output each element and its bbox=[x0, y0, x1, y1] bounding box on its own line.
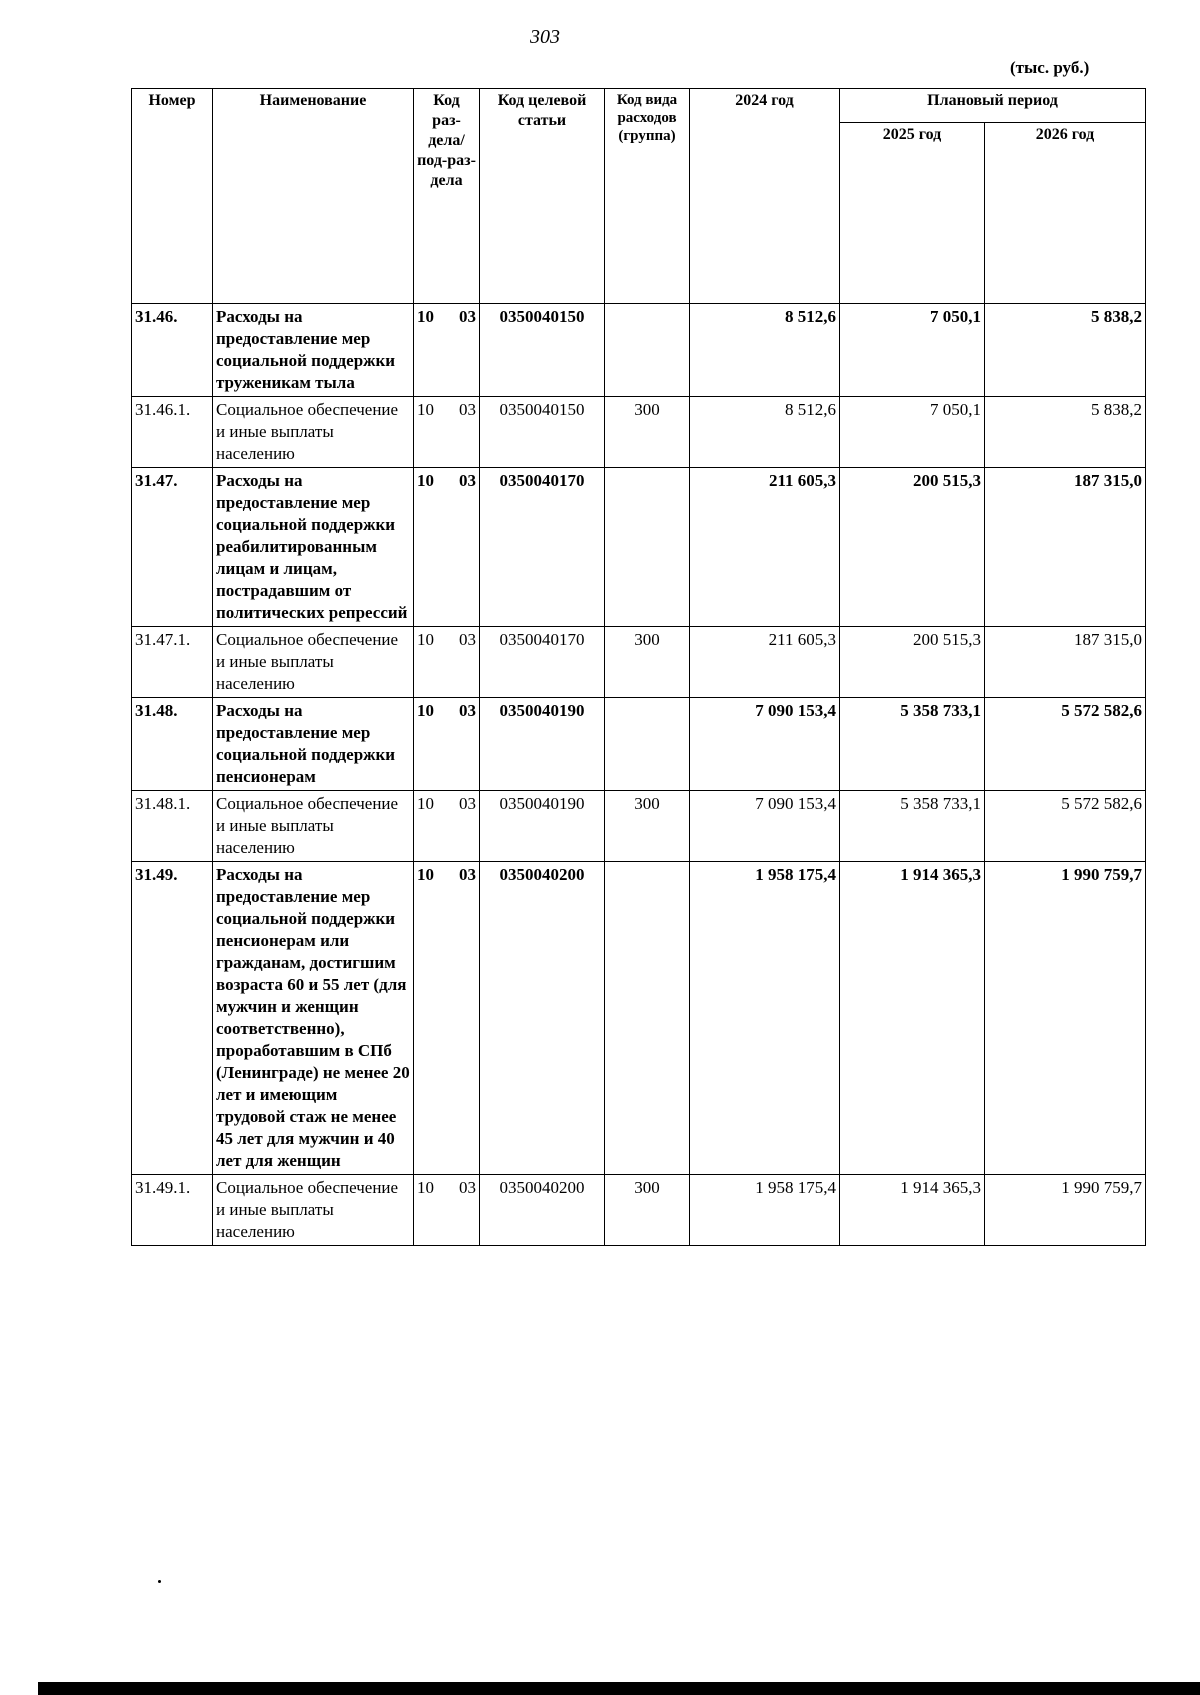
table-row bbox=[132, 468, 1146, 627]
row-subsection: 03 bbox=[459, 701, 476, 720]
row-value-2024: 1 958 175,4 bbox=[690, 862, 840, 1175]
row-section-code bbox=[414, 791, 480, 862]
page-number: 303 bbox=[530, 26, 560, 48]
row-section: 10 bbox=[417, 307, 434, 326]
scan-dot bbox=[158, 1580, 161, 1583]
row-section: 10 bbox=[417, 1178, 434, 1197]
header-year-2024: 2024 год bbox=[690, 89, 840, 304]
row-value-2025: 5 358 733,1 bbox=[840, 791, 985, 862]
row-number: 31.48. bbox=[132, 698, 213, 791]
header-planned-period: Плановый период bbox=[840, 89, 1146, 123]
row-value-2026: 5 572 582,6 bbox=[985, 698, 1146, 791]
row-value-2026: 187 315,0 bbox=[985, 627, 1146, 698]
row-expense-type: 300 bbox=[605, 791, 690, 862]
row-expense-type bbox=[605, 698, 690, 791]
row-section-code bbox=[414, 468, 480, 627]
row-value-2025: 7 050,1 bbox=[840, 304, 985, 397]
row-name: Социальное обеспечение и иные выплаты населению bbox=[213, 1175, 414, 1246]
header-expense-type: Код вида расходов (группа) bbox=[605, 89, 690, 304]
row-name: Социальное обеспечение и иные выплаты населению bbox=[213, 397, 414, 468]
row-subsection: 03 bbox=[459, 865, 476, 884]
row-value-2026: 5 838,2 bbox=[985, 397, 1146, 468]
row-expense-type: 300 bbox=[605, 627, 690, 698]
row-target-code: 0350040200 bbox=[480, 1175, 605, 1246]
row-name: Социальное обеспечение и иные выплаты населению bbox=[213, 627, 414, 698]
row-section: 10 bbox=[417, 865, 434, 884]
row-section-code bbox=[414, 1175, 480, 1246]
header-number: Номер bbox=[132, 89, 213, 304]
budget-table bbox=[131, 88, 1146, 1246]
row-subsection: 03 bbox=[459, 794, 476, 813]
row-number: 31.49.1. bbox=[132, 1175, 213, 1246]
row-section-code bbox=[414, 862, 480, 1175]
row-section: 10 bbox=[417, 794, 434, 813]
row-target-code: 0350040170 bbox=[480, 627, 605, 698]
header-name: Наименование bbox=[213, 89, 414, 304]
row-section-code bbox=[414, 304, 480, 397]
row-expense-type bbox=[605, 468, 690, 627]
units-label: (тыс. руб.) bbox=[1010, 58, 1090, 77]
table-row bbox=[132, 397, 1146, 468]
row-expense-type bbox=[605, 304, 690, 397]
row-number: 31.47. bbox=[132, 468, 213, 627]
row-subsection: 03 bbox=[459, 307, 476, 326]
row-target-code: 0350040190 bbox=[480, 698, 605, 791]
table-row bbox=[132, 862, 1146, 1175]
row-target-code: 0350040150 bbox=[480, 304, 605, 397]
scan-bottom-edge bbox=[38, 1682, 1200, 1695]
row-name: Социальное обеспечение и иные выплаты населению bbox=[213, 791, 414, 862]
header-section-code: Код раз-дела/ под-раз-дела bbox=[414, 89, 480, 304]
table-body bbox=[132, 304, 1146, 1246]
row-number: 31.47.1. bbox=[132, 627, 213, 698]
row-expense-type: 300 bbox=[605, 1175, 690, 1246]
row-value-2025: 200 515,3 bbox=[840, 627, 985, 698]
row-number: 31.46.1. bbox=[132, 397, 213, 468]
row-section: 10 bbox=[417, 400, 434, 419]
row-value-2024: 211 605,3 bbox=[690, 468, 840, 627]
row-expense-type: 300 bbox=[605, 397, 690, 468]
row-target-code: 0350040190 bbox=[480, 791, 605, 862]
row-value-2025: 7 050,1 bbox=[840, 397, 985, 468]
row-value-2026: 5 838,2 bbox=[985, 304, 1146, 397]
row-name: Расходы на предоставление мер социальной поддержки труженикам тыла bbox=[213, 304, 414, 397]
row-name: Расходы на предоставление мер социальной поддержки пенсионерам bbox=[213, 698, 414, 791]
header-target-code: Код целевой статьи bbox=[480, 89, 605, 304]
row-section-code bbox=[414, 698, 480, 791]
row-value-2026: 1 990 759,7 bbox=[985, 1175, 1146, 1246]
row-name: Расходы на предоставление мер социальной поддержки пенсионерам или гражданам, достигшим возраста 60 и 55 лет (для мужчин и женщин соответственно), проработавшим в СПб (Ленинграде) не менее 20 лет и имеющим трудовой стаж не менее 45 лет для мужчин и 40 лет для женщин bbox=[213, 862, 414, 1175]
row-subsection: 03 bbox=[459, 1178, 476, 1197]
row-number: 31.46. bbox=[132, 304, 213, 397]
row-expense-type bbox=[605, 862, 690, 1175]
header-row bbox=[132, 89, 1146, 123]
row-subsection: 03 bbox=[459, 630, 476, 649]
table-row bbox=[132, 627, 1146, 698]
row-section-code bbox=[414, 627, 480, 698]
row-value-2024: 211 605,3 bbox=[690, 627, 840, 698]
row-number: 31.48.1. bbox=[132, 791, 213, 862]
row-section: 10 bbox=[417, 471, 434, 490]
row-value-2026: 5 572 582,6 bbox=[985, 791, 1146, 862]
row-target-code: 0350040170 bbox=[480, 468, 605, 627]
row-value-2024: 1 958 175,4 bbox=[690, 1175, 840, 1246]
row-subsection: 03 bbox=[459, 400, 476, 419]
header-year-2025: 2025 год bbox=[840, 123, 985, 304]
row-value-2025: 1 914 365,3 bbox=[840, 862, 985, 1175]
row-section: 10 bbox=[417, 630, 434, 649]
row-number: 31.49. bbox=[132, 862, 213, 1175]
row-subsection: 03 bbox=[459, 471, 476, 490]
row-value-2024: 8 512,6 bbox=[690, 397, 840, 468]
row-value-2026: 1 990 759,7 bbox=[985, 862, 1146, 1175]
table-row bbox=[132, 304, 1146, 397]
row-value-2024: 7 090 153,4 bbox=[690, 791, 840, 862]
row-value-2026: 187 315,0 bbox=[985, 468, 1146, 627]
table-row bbox=[132, 698, 1146, 791]
table-row bbox=[132, 791, 1146, 862]
row-section-code bbox=[414, 397, 480, 468]
row-value-2025: 5 358 733,1 bbox=[840, 698, 985, 791]
row-section: 10 bbox=[417, 701, 434, 720]
row-target-code: 0350040150 bbox=[480, 397, 605, 468]
row-target-code: 0350040200 bbox=[480, 862, 605, 1175]
header-year-2026: 2026 год bbox=[985, 123, 1146, 304]
row-value-2024: 7 090 153,4 bbox=[690, 698, 840, 791]
table-row bbox=[132, 1175, 1146, 1246]
row-name: Расходы на предоставление мер социальной поддержки реабилитированным лицам и лицам, пострадавшим от политических репрессий bbox=[213, 468, 414, 627]
row-value-2024: 8 512,6 bbox=[690, 304, 840, 397]
row-value-2025: 200 515,3 bbox=[840, 468, 985, 627]
row-value-2025: 1 914 365,3 bbox=[840, 1175, 985, 1246]
